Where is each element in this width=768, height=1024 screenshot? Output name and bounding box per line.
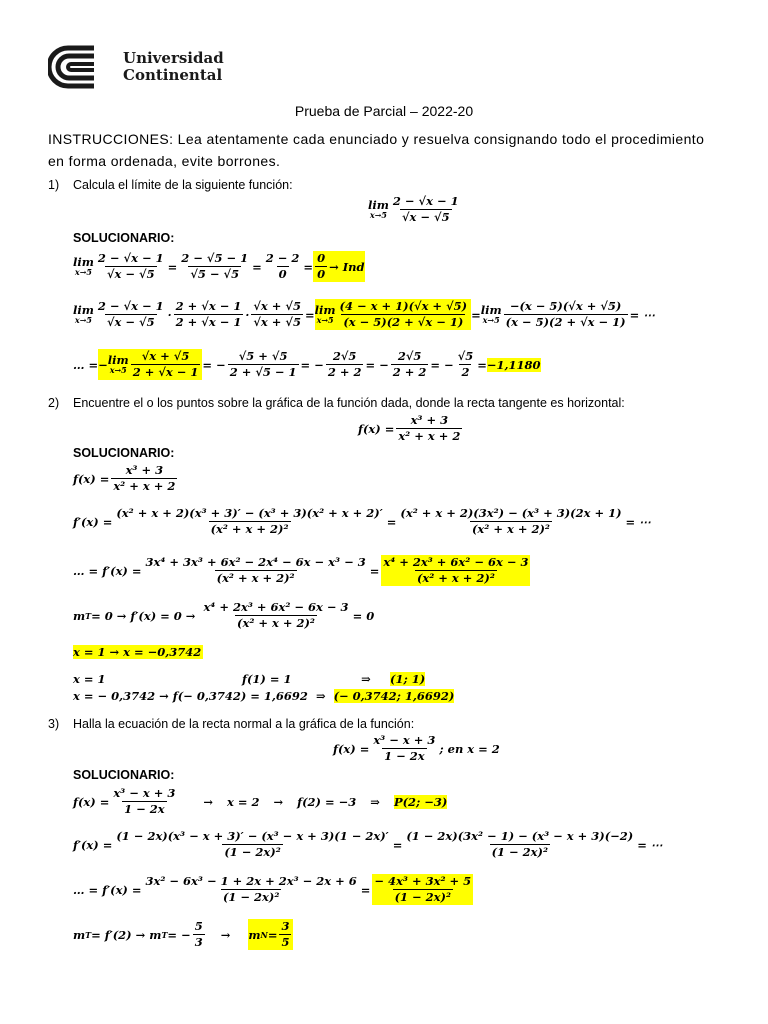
q3-step-3: … = f′(x) = $\frac{\text{3x² − 6x³ − 1 + 2x + 2x³ − 2x + 6}}{\text{(1 − 2x)²}}$ = $\frac{\text{− 4x³ + 3x² + 5}}{\text{(1 − 2x)²}}$: [73, 874, 472, 904]
question-1-text: Calcula el límite de la siguiente función:: [73, 178, 293, 192]
q2-step-4: m T = 0 → f′(x) = 0 → $\frac{\text{x⁴ + 2x³ + 6x² − 6x − 3}}{\text{(x² + x + 2)²}}$ = 0: [73, 600, 375, 630]
q2-point-1-line: x = 1 f(1) = 1 ⇒ (1; 1): [73, 672, 426, 686]
q2-point-2: (− 0,3742; 1,6692): [333, 689, 455, 703]
question-2-number: 2): [48, 396, 60, 410]
question-3-number: 3): [48, 717, 60, 731]
q1-statement: lim x→5 $\frac{2 - √x - 1}{√x - √5}$: [368, 194, 459, 224]
instructions-text: Lea atentamente cada enunciado y resuelva consignando todo el procedimiento: [173, 131, 705, 147]
question-2-text: Encuentre el o los puntos sobre la gráfica de la función dada, donde la recta tangente es horizontal:: [73, 396, 625, 410]
university-name: Universidad Continental: [123, 49, 224, 84]
q2-step-1: f(x) = $\frac{\text{x³ + 3}}{\text{x² + x + 2}}$: [73, 463, 176, 493]
q1-solution-label: SOLUCIONARIO:: [73, 231, 175, 245]
q2-step-2: f′(x) = $\frac{\text{(x² + x + 2)(x³ + 3)′ − (x³ + 3)(x² + x + 2)′}}{\text{(x² + x + 2)²}}$ = $\frac{\text{(x² + x + 2)(3x²) − (x³ + 3)(2x + 1)}}{\text{(x² + x + 2)²}}$ = ⋯: [73, 506, 651, 536]
q3-statement: f(x) = $\frac{\text{x³ − x + 3}}{1 - 2x}$ ; en x = 2: [333, 733, 500, 763]
q3-point: P(2; −3): [393, 794, 448, 809]
q3-step-1: f(x) = $\frac{\text{x³ − x + 3}}{1 - 2x}$ → x = 2 → f(2) = −3 ⇒ P(2; −3): [73, 786, 448, 816]
q1-step-3: … = − lim x→5 $\frac{√x + √5}{2 + √x - 1}$ = − $\frac{√5 + √5}{2 + √5 - 1}$ = − $\frac{2√5}{2 + 2}$ = − $\frac{2√5}{2 + 2}$ = − $\frac{√5}{2}$ = −1,1180: [73, 349, 541, 379]
q3-step-2: f′(x) = $\frac{\text{(1 − 2x)(x³ − x + 3)′ − (x³ − x + 3)(1 − 2x)′}}{\text{(1 − 2x)²}}$ = $\frac{\text{(1 − 2x)(3x² − 1) − (x³ − x + 3)(−2)}}{\text{(1 − 2x)²}}$ = ⋯: [73, 829, 663, 859]
q2-roots: x = 1 → x = −0,3742: [73, 645, 202, 659]
instructions-text-2: en forma ordenada, evite borrones.: [48, 153, 281, 169]
q2-point-1: (1; 1): [390, 672, 426, 686]
q2-solution-label: SOLUCIONARIO:: [73, 446, 175, 460]
q1-step-1: lim x→5 $\frac{2 - √x - 1}{√x - √5}$ = $\frac{2 - √5 - 1}{√5 - √5}$ = $\frac{2 - 2}{0}$ = $\frac{0}{0}$ → Ind: [73, 251, 365, 281]
q2-step-3: … = f′(x) = $\frac{\text{3x⁴ + 3x³ + 6x² − 2x⁴ − 6x − x³ − 3}}{\text{(x² + x + 2)²}}$ = $\frac{\text{x⁴ + 2x³ + 6x² − 6x − 3}}{\text{(x² + x + 2)²}}$: [73, 555, 529, 585]
q1-step-2: lim x→5 $\frac{2 - √x - 1}{√x - √5}$ · $\frac{2 + √x - 1}{2 + √x - 1}$ · $\frac{√x + √5}{√x + √5}$ = lim x→5 $\frac{(4 - x + 1)(√x + √5)}{(x - 5)(2 + √x - 1)}$ = lim x→5 $\frac{-(x - 5)(√x + √5)}{(x - 5)(2 + √x - 1)}$ = ⋯: [73, 299, 655, 329]
q1-result: −1,1180: [486, 357, 541, 372]
instructions: [48, 128, 760, 172]
q3-solution-label: SOLUCIONARIO:: [73, 768, 175, 782]
university-logo-icon: [48, 44, 120, 90]
question-1-number: 1): [48, 178, 60, 192]
q2-point-2-line: x = − 0,3742 → f(− 0,3742) = 1,6692 ⇒ (− 0,3742; 1,6692): [73, 689, 455, 703]
question-3-text: Halla la ecuación de la recta normal a la gráfica de la función:: [73, 717, 415, 731]
q2-statement: f(x) = $\frac{\text{x³ + 3}}{\text{x² + x + 2}}$: [358, 413, 461, 443]
instructions-label: INSTRUCCIONES:: [48, 131, 174, 147]
q3-step-4: m T = f′(2) → m T = − $\frac{5}{3}$ → m N = $\frac{3}{5}$: [73, 919, 293, 950]
page-title: Prueba de Parcial – 2022-20: [294, 103, 474, 119]
